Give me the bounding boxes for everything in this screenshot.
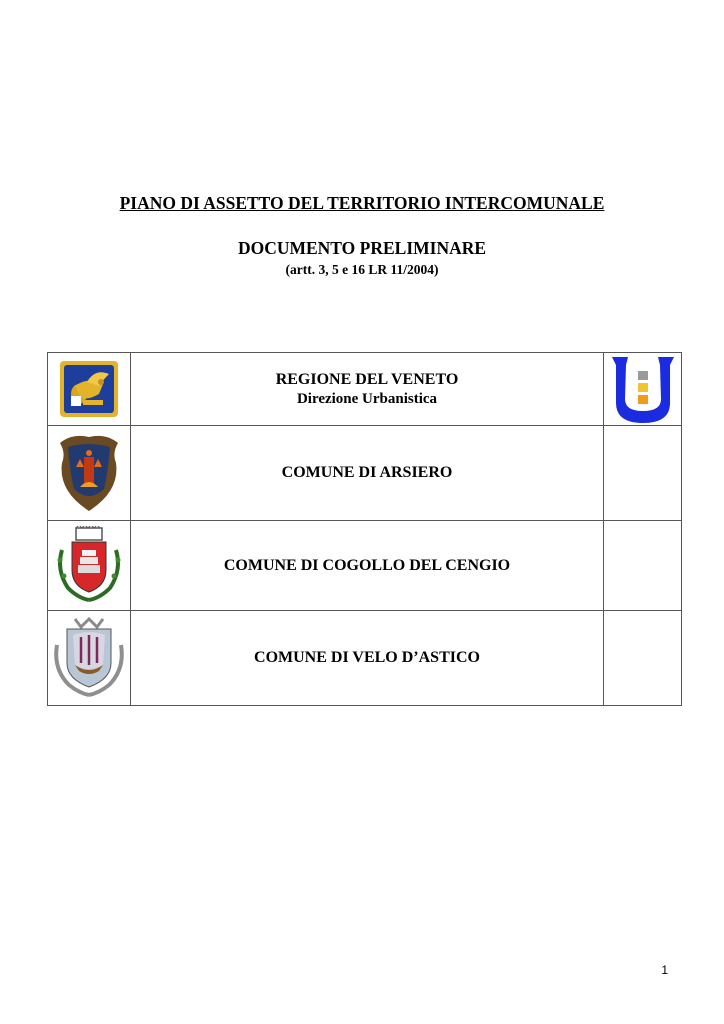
table-row [48,353,682,426]
emblem-cell [48,521,131,611]
velo-crest-icon [51,617,127,699]
entity-name-cell [131,611,604,706]
document-subtitle: DOCUMENTO PRELIMINARE [237,238,487,258]
cogollo-crest-icon [52,526,126,606]
table-row [48,426,682,521]
table-row [48,611,682,706]
entity-subname: Direzione Urbanistica [296,390,438,407]
entities-table [47,352,682,706]
side-logo-cell [604,426,682,521]
emblem-cell [48,611,131,706]
table-row [48,521,682,611]
document-title: PIANO DI ASSETTO DEL TERRITORIO INTERCOMUNALE [119,193,605,213]
entity-name-cell [131,353,604,426]
entity-name: COMUNE DI ARSIERO [281,464,453,481]
veneto-lion-crest-icon [59,360,119,418]
entity-name-cell [131,426,604,521]
arsiero-crest-icon [54,433,124,513]
urbanistica-u-logo-icon [608,353,678,425]
side-logo-cell [604,611,682,706]
entity-name: REGIONE DEL VENETO [275,370,459,388]
emblem-cell [48,426,131,521]
emblem-cell [48,353,131,426]
legal-reference: (artt. 3, 5 e 16 LR 11/2004) [285,262,439,277]
page-number: 1 [661,963,668,977]
entity-name-cell [131,521,604,611]
entity-name: COMUNE DI VELO D’ASTICO [254,649,480,666]
side-logo-cell [604,353,682,426]
entity-name: COMUNE DI COGOLLO DEL CENGIO [223,556,511,574]
side-logo-cell [604,521,682,611]
